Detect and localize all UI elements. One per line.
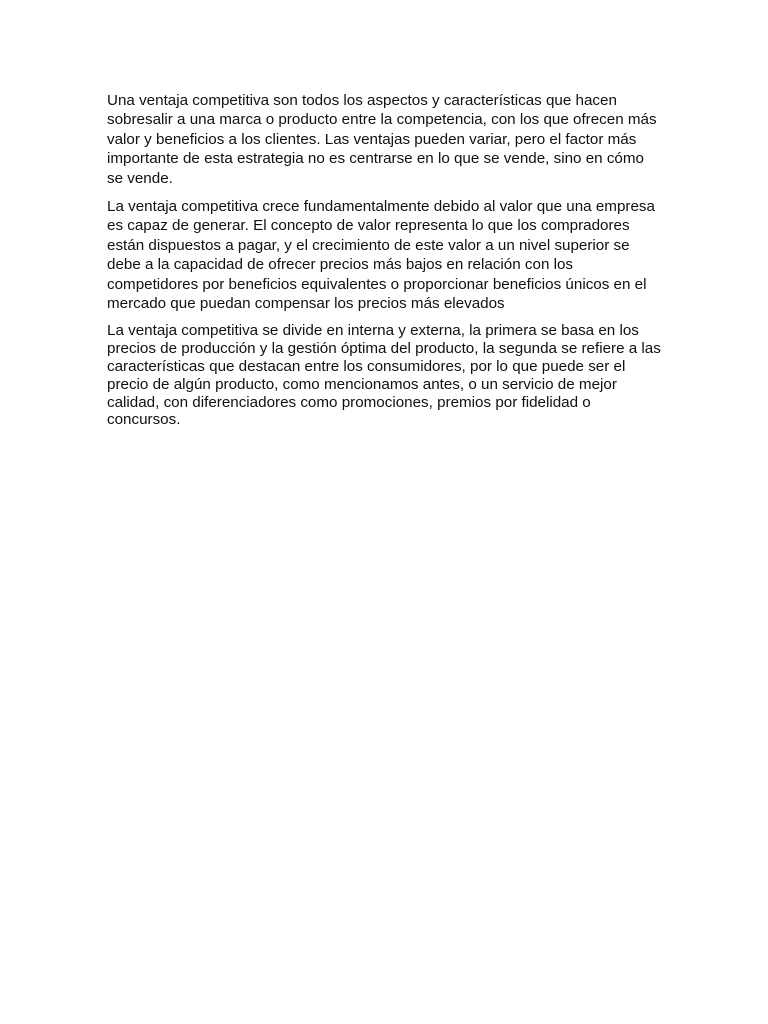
document-body	[107, 91, 663, 438]
paragraph-1: Una ventaja competitiva son todos los aspectos y características que hacen sobresalir a una marca o producto entre la competencia, con los que ofrecen más valor y beneficios a los clientes. Las ventajas pueden variar, pero el factor más importante de esta estrategia no es centrarse en lo que se vende, sino en cómo se vende.	[107, 92, 657, 187]
paragraph-3: La ventaja competitiva se divide en interna y externa, la primera se basa en los precios de producción y la gestión óptima del producto, la segunda se refiere a las características que destacan entre los consumidores, por lo que puede ser el precio de algún producto, como mencionamos antes, o un servicio de mejor calidad, con diferenciadores como promociones, premios por fidelidad o concursos.	[107, 322, 661, 429]
paragraph-2: La ventaja competitiva crece fundamentalmente debido al valor que una empresa es capaz de generar. El concepto de valor representa lo que los compradores están dispuestos a pagar, y el crecimiento de este valor a un nivel superior se debe a la capacidad de ofrecer precios más bajos en relación con los competidores por beneficios equivalentes o proporcionar beneficios únicos en el mercado que puedan compensar los precios más elevados	[107, 198, 655, 313]
